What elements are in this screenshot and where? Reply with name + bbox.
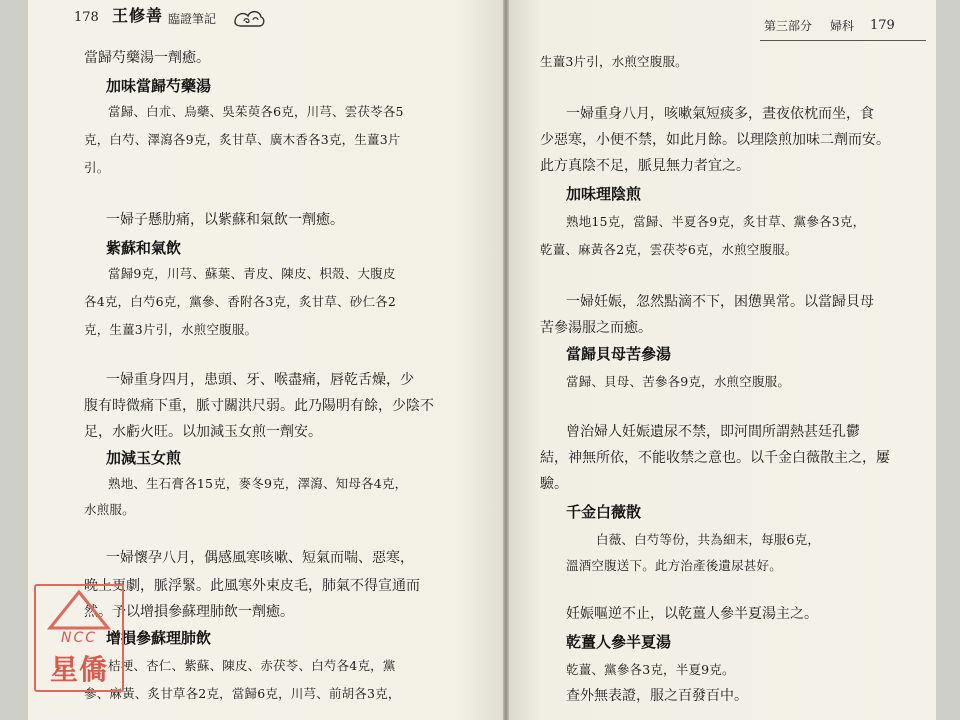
case-text-line: 少惡寒，小便不禁，如此月餘。以理陰煎加味二劑而安。 [540, 132, 890, 148]
right-page-number: 179 [870, 18, 895, 33]
case-text-line: 查外無表證，服之百發百中。 [566, 688, 748, 704]
formula-line: 乾薑、黨參各3克，半夏9克。 [566, 662, 735, 677]
formula-heading: 當歸貝母苦參湯 [566, 345, 672, 363]
formula-line: 當歸9克，川芎、蘇葉、青皮、陳皮、枳殼、大腹皮 [108, 266, 396, 281]
formula-line: 熟地15克，當歸、半夏各9克，炙甘草、黨參各3克， [566, 214, 866, 229]
formula-heading: 加減玉女煎 [106, 449, 182, 467]
formula-line: 當歸、貝母、苦參各9克，水煎空腹服。 [566, 374, 791, 389]
case-text-line: 足，水虧火旺。以加減玉女煎一劑安。 [84, 424, 322, 440]
running-title: 王修善 [112, 6, 164, 25]
case-text-line: 曾治婦人妊娠遺尿不禁，即河間所謂熱甚廷孔鬱 [566, 424, 860, 440]
case-text-line: 一婦妊娠，忽然點滴不下，困憊異常。以當歸貝母 [566, 294, 874, 310]
triangle-logo-icon [36, 586, 122, 636]
header-rule [760, 40, 926, 41]
formula-heading: 加味當歸芍藥湯 [106, 77, 212, 95]
case-text-line: 驗。 [540, 476, 568, 492]
formula-line: 引。 [84, 160, 110, 175]
case-text-line: 一婦重身四月，患頭、牙、喉盡痛，唇乾舌燥，少 [106, 372, 414, 388]
formula-heading: 加味理陰煎 [566, 185, 642, 203]
cloud-ornament-icon [232, 6, 266, 32]
case-text-line: 結，神無所依，不能收禁之意也。以千金白薇散主之，屢 [540, 450, 890, 466]
watermark-name: 星僑 [49, 653, 108, 686]
formula-line: 克，生薑3片引，水煎空腹服。 [84, 322, 258, 337]
formula-heading: 增損參蘇理肺飲 [106, 629, 212, 647]
formula-line: 水煎服。 [84, 502, 135, 517]
watermark-latin: NCC [60, 630, 98, 646]
formula-line: 熟地、生石膏各15克，麥冬9克，澤瀉、知母各4克， [108, 476, 408, 491]
formula-line: 白薇、白芍等份，共為細末，每服6克， [596, 532, 821, 547]
book-gutter [503, 0, 509, 720]
case-text-line: 一婦重身八月，咳嗽氣短痰多，晝夜依枕而坐，食 [566, 106, 874, 122]
formula-line: 參、麻黃、炙甘草各2克，當歸6克，川芎、前胡各3克， [84, 686, 401, 701]
section-label: 第三部分 [764, 19, 813, 33]
formula-heading: 紫蘇和氣飲 [106, 239, 182, 257]
formula-line: 乾薑、麻黃各2克，雲茯苓6克，水煎空腹服。 [540, 242, 798, 257]
left-page-number: 178 [74, 10, 99, 25]
formula-heading: 千金白薇散 [566, 503, 642, 521]
category-label: 婦科 [830, 19, 855, 33]
formula-line: 當歸、白朮、烏藥、吳茱萸各6克，川芎、雲茯苓各5 [108, 104, 404, 119]
case-text-line: 苦參湯服之而癒。 [540, 320, 652, 336]
formula-line: 生薑3片引，水煎空腹服。 [540, 54, 688, 69]
case-text-line: 晚上更劇，脈浮緊。此風寒外束皮毛，肺氣不得宣通而 [84, 578, 420, 594]
text-line: 當歸芍藥湯一劑癒。 [84, 50, 210, 66]
running-subtitle: 臨證筆記 [168, 12, 217, 26]
case-text-line: 妊娠嘔逆不止，以乾薑人參半夏湯主之。 [566, 606, 818, 622]
formula-line: 克，白芍、澤瀉各9克，炙甘草、廣木香各3克，生薑3片 [84, 132, 401, 147]
case-text-line: 然。予以增損參蘇理肺飲一劑癒。 [84, 604, 294, 620]
case-text-line: 一婦子懸肋痛，以紫蘇和氣飲一劑癒。 [106, 212, 344, 228]
case-text-line: 此方真陰不足，脈見無力者宜之。 [540, 158, 750, 174]
case-text-line: 一婦懷孕八月，偶感風寒咳嗽、短氣而喘、惡寒， [106, 550, 414, 566]
case-text-line: 腹有時微痛下重，脈寸關洪尺弱。此乃陽明有餘，少陰不 [84, 398, 434, 414]
watermark-stamp [34, 584, 124, 692]
formula-line: 各4克，白芍6克，黨參、香附各3克，炙甘草、砂仁各2 [84, 294, 397, 309]
formula-line: 溫酒空腹送下。此方治產後遺尿甚好。 [566, 558, 782, 573]
formula-heading: 乾薑人參半夏湯 [566, 633, 672, 651]
formula-line: 桔梗、杏仁、紫蘇、陳皮、赤茯苓、白芍各4克，黨 [108, 658, 396, 673]
